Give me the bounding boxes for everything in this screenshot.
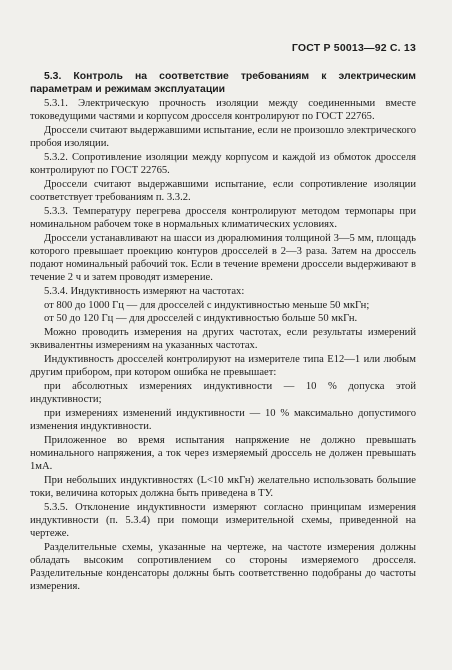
paragraph: Можно проводить измерения на других частотах, если результаты измерений эквивалентны измерениям на указанных частотах. xyxy=(30,326,416,352)
paragraph: 5.3.4. Индуктивность измеряют на частотах: xyxy=(44,285,245,297)
paragraph: Дроссели считают выдержавшими испытание, если не произошло электрического пробоя изоляции. xyxy=(30,124,416,150)
paragraph: при абсолютных измерениях индуктивности — 10 % допуска этой индуктивности; xyxy=(30,380,416,405)
section-title: 5.3. Контроль на соответствие требованиям к электрическим параметрам и режимам эксплуатации xyxy=(30,71,416,95)
paragraph: Приложенное во время испытания напряжение не должно превышать номинального напряжения, а ток через измеряемый дроссель не должен превышать 1мА. xyxy=(30,434,416,472)
paragraph: 5.3.5. Отклонение индуктивности измеряют согласно принципам измерения индуктивности (п. 5.3.4) при помощи измерительной схемы, приведенной на чертеже. xyxy=(30,501,416,539)
paragraph: При небольших индуктивностях (L<10 мкГн) желательно использовать большие токи, величина которых должна быть приведена в ТУ. xyxy=(30,474,416,499)
paragraph: от 800 до 1000 Гц — для дросселей с индуктивностью меньше 50 мкГн; xyxy=(44,299,370,311)
paragraph: от 50 до 120 Гц — для дросселей с индуктивностью больше 50 мкГн. xyxy=(44,313,358,325)
page-header: ГОСТ Р 50013—92 С. 13 xyxy=(291,42,416,54)
paragraph: 5.3.3. Температуру перегрева дросселя контролируют методом термопары при номинальном рабочем токе в нормальных климатических условиях. xyxy=(30,205,416,230)
paragraph: 5.3.2. Сопротивление изоляции между корпусом и каждой из обмоток дросселя контролируют по ГОСТ 22765. xyxy=(30,151,416,177)
paragraph: Индуктивность дросселей контролируют на измерителе типа Е12—1 или любым другим прибором, при котором ошибка не превышает: xyxy=(30,353,416,379)
document-body xyxy=(30,70,416,594)
paragraph: Дроссели устанавливают на шасси из дюралюминия толщиной 3—5 мм, площадь которого превышает проекцию контуров дросселей в 2—3 раза. Затем на дроссель подают номинальный рабочий ток. Если в течение времени дроссели выдерживают в течение 2 ч и затем проводят измерение. xyxy=(30,232,416,284)
paragraph: Разделительные схемы, указанные на чертеже, на частоте измерения должны обладать высоким сопротивлением со стороны измеряемого дросселя. Разделительные конденсаторы должны быть соответственно подобраны до частоты измерения. xyxy=(30,541,416,593)
paragraph: при измерениях изменений индуктивности — 10 % максимально допустимого изменения индуктивности. xyxy=(30,407,416,432)
paragraph: Дроссели считают выдержавшими испытание, если сопротивление изоляции соответствует требованиям п. 3.3.2. xyxy=(30,178,416,203)
paragraph: 5.3.1. Электрическую прочность изоляции между соединенными вместе токоведущими частями и корпусом дросселя контролируют по ГОСТ 22765. xyxy=(30,98,416,123)
